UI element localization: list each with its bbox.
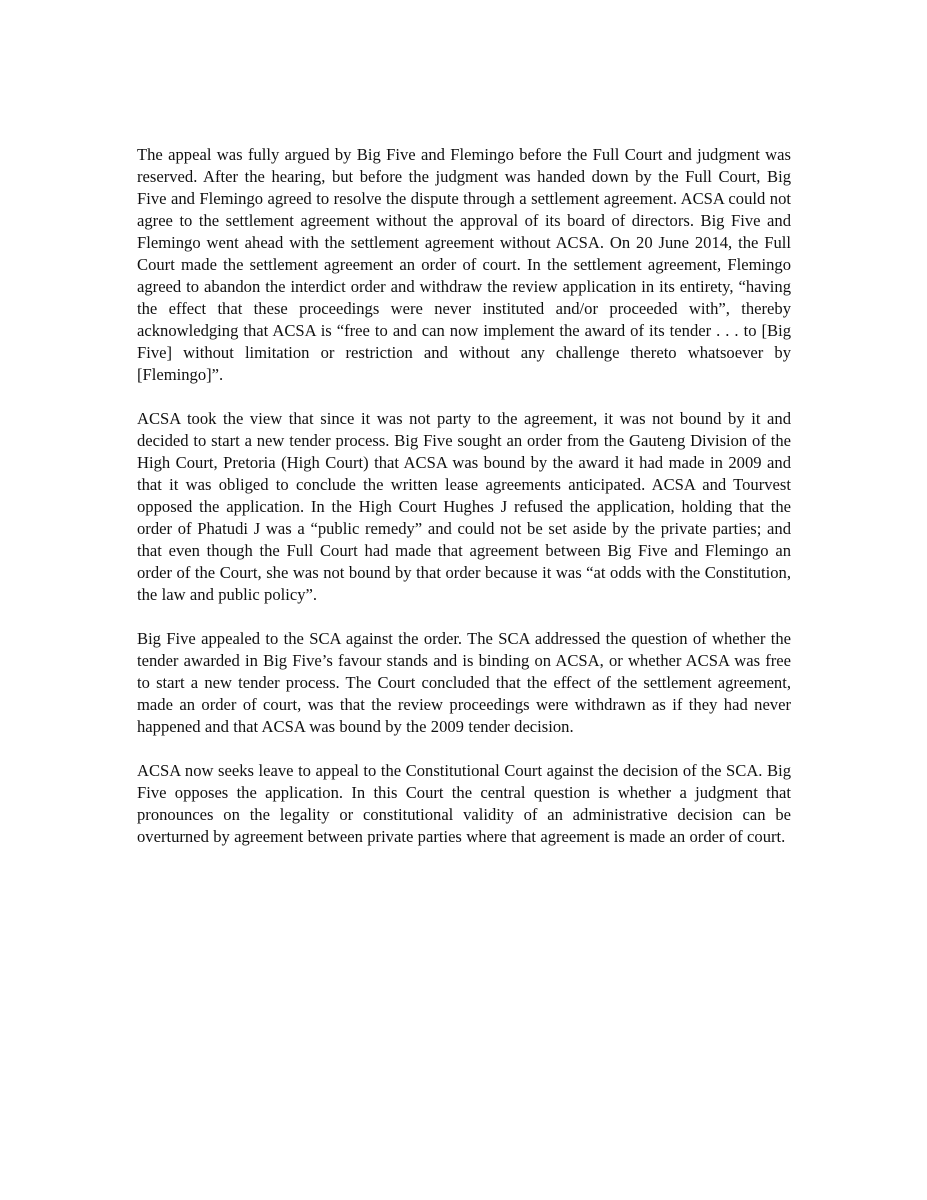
paragraph-appeal-argued: The appeal was fully argued by Big Five and Flemingo before the Full Court and judgment was reserved. After the hearing, but before the judgment was handed down by the Full Court, Big Five and Flemingo agreed to resolve the dispute through a settlement agreement. ACSA could not agree to the settlement agreement without the approval of its board of directors. Big Five and Flemingo went ahead with the settlement agreement without ACSA. On 20 June 2014, the Full Court made the settlement agreement an order of court. In the settlement agreement, Flemingo agreed to abandon the interdict order and withdraw the review application in its entirety, “having the effect that these proceedings were never instituted and/or proceeded with”, thereby acknowledging that ACSA is “free to and can now implement the award of its tender . . . to [Big Five] without limitation or restriction and without any challenge thereto whatsoever by [Flemingo]”. [137,145,791,384]
document-body [137,144,791,870]
paragraph-acsa-view: ACSA took the view that since it was not party to the agreement, it was not bound by it and decided to start a new tender process. Big Five sought an order from the Gauteng Division of the High Court, Pretoria (High Court) that ACSA was bound by the award it had made in 2009 and that it was obliged to conclude the written lease agreements anticipated. ACSA and Tourvest opposed the application. In the High Court Hughes J refused the application, holding that the order of Phatudi J was a “public remedy” and could not be set aside by the private parties; and that even though the Full Court had made that agreement between Big Five and Flemingo an order of the Court, she was not bound by that order because it was “at odds with the Constitution, the law and public policy”. [137,409,791,604]
paragraph-sca-appeal: Big Five appealed to the SCA against the order. The SCA addressed the question of whether the tender awarded in Big Five’s favour stands and is binding on ACSA, or whether ACSA was free to start a new tender process. The Court concluded that the effect of the settlement agreement, made an order of court, was that the review proceedings were withdrawn as if they had never happened and that ACSA was bound by the 2009 tender decision. [137,629,791,736]
paragraph-leave-to-appeal: ACSA now seeks leave to appeal to the Constitutional Court against the decision of the SCA. Big Five opposes the application. In this Court the central question is whether a judgment that pronounces on the legality or constitutional validity of an administrative decision can be overturned by agreement between private parties where that agreement is made an order of court. [137,761,791,846]
